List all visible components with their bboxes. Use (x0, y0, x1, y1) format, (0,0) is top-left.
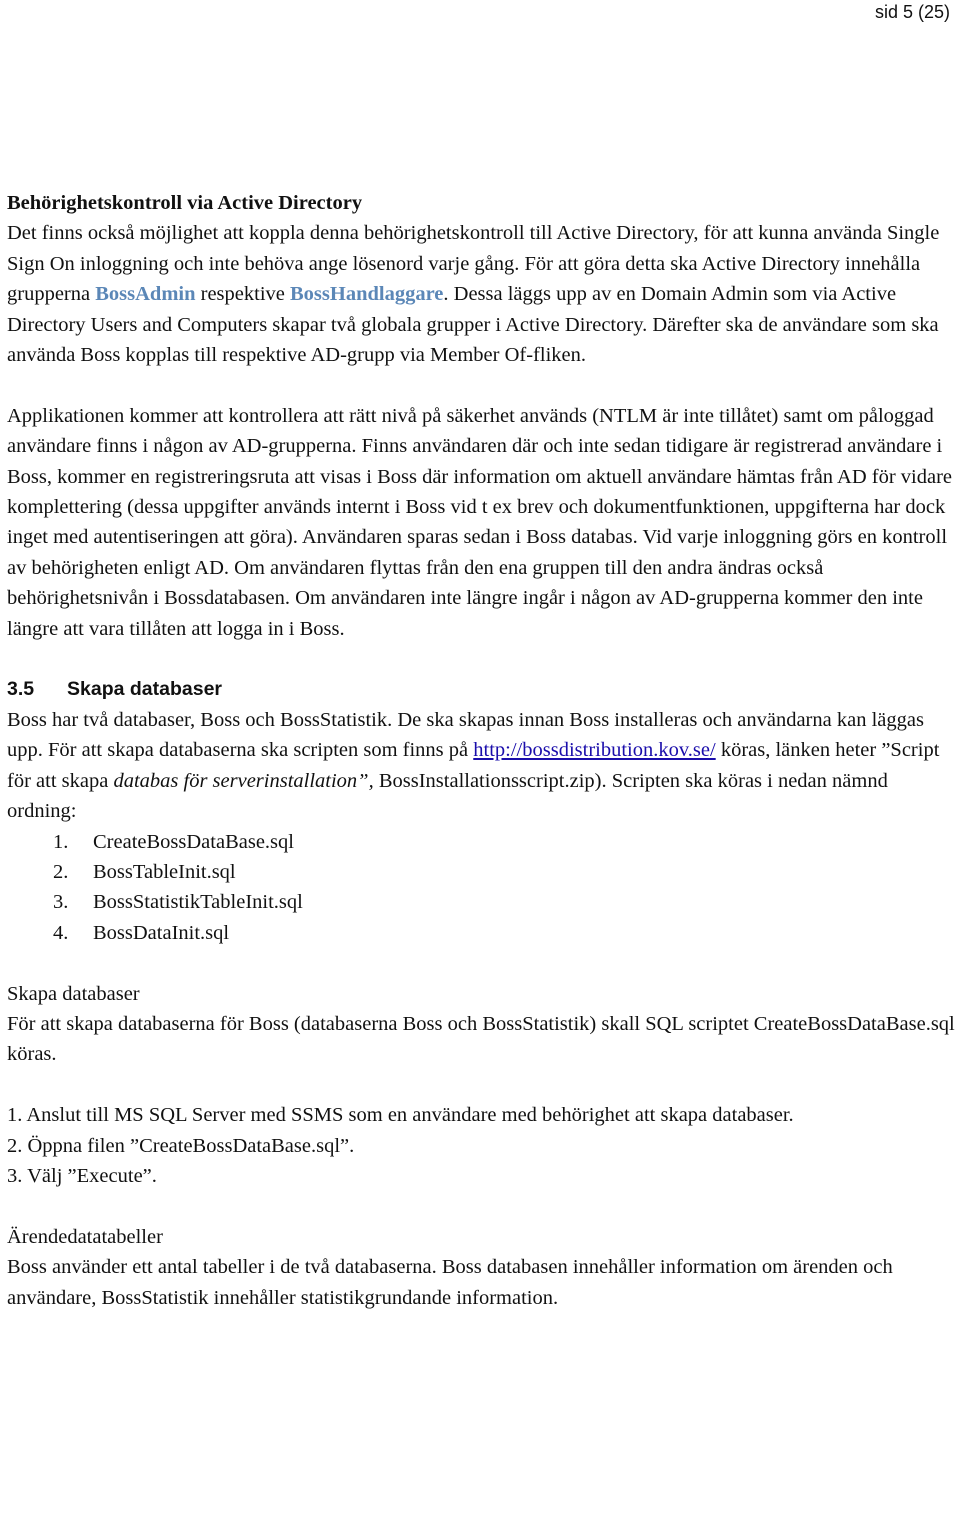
group-bosshandlaggare: BossHandlaggare (290, 283, 444, 306)
list-item: 3. BossStatistikTableInit.sql (53, 891, 303, 914)
list-item: 4. BossDataInit.sql (53, 921, 230, 944)
script-list (7, 827, 955, 949)
section-3-5 (7, 674, 955, 948)
ad-p1-text-c: . Dessa läggs upp av en Domain Admin som via Active Directory Users and Computers skapar två globala grupper i Active Directory. Därefter ska de användare som ska använda Boss kopplas till respektive AD-grupp via Member Of-fliken. (7, 283, 939, 367)
arendedatatabeller-section (7, 1222, 955, 1313)
ad-p1-text-a: Det finns också möjlighet att koppla denna behörighetskontroll till Active Directory, för att kunna använda Single Sign On inloggning och inte behöva ange lösenord varje gång. För att göra detta ska Active Directory innehålla grupperna (7, 222, 940, 306)
document-body (7, 188, 955, 1313)
section-heading (7, 674, 955, 704)
ad-section-heading: Behörighetskontroll via Active Directory (7, 192, 363, 214)
ad-p1-text-b: respektive (195, 283, 290, 306)
list-item-name: CreateBossDataBase.sql (93, 830, 294, 853)
step-item: 3. Välj ”Execute”. (7, 1164, 157, 1187)
arendedatatabeller-heading: Ärendedatatabeller (7, 1225, 163, 1248)
s35-text-c: BossInstallationsscript.zip). Scripten ska köras i nedan nämnd ordning: (7, 769, 888, 823)
step-item: 1. Anslut till MS SQL Server med SSMS som en användare med behörighet att skapa databaser. (7, 1104, 794, 1127)
list-item: 2. BossTableInit.sql (53, 860, 236, 883)
page-number: sid 5 (25) (874, 2, 950, 22)
section-3-5-paragraph (7, 705, 955, 827)
ad-section-paragraph-2: Applikationen kommer att kontrollera att rätt nivå på säkerhet används (NTLM är inte tillåtet) samt om påloggad användare finns i någon av AD-grupperna. Finns användaren där och inte sedan tidigare är registrerad användare i Boss, kommer en registreringsruta att visas i Boss där information om aktuell användare hämtas från AD för vidare komplettering (dessa uppgifter används internt i Boss vid t ex brev och dokumentfunktionen, uppgifterna har dock inget med autentiseringen att göra). Användaren sparas sedan i Boss databas. Vid varje inloggning görs en kontroll av behörigheten enligt AD. Om användaren flyttas från den ena gruppen till den andra ändras också behörighetsnivån i Bossdatabasen. Om användaren inte längre ingår i någon av AD-grupperna kommer den inte längre att vara tillåten att logga in i Boss. (7, 404, 953, 640)
list-item: 1. CreateBossDataBase.sql (53, 830, 294, 853)
steps-list (7, 1100, 955, 1191)
s35-text-b: köras, länken heter ”Script för att skapa (7, 739, 940, 792)
list-item-name: BossStatistikTableInit.sql (93, 891, 303, 914)
bossdistribution-link[interactable]: http://bossdistribution.kov.se/ (473, 739, 716, 762)
step-item: 2. Öppna filen ”CreateBossDataBase.sql”. (7, 1134, 355, 1157)
list-item-name: BossDataInit.sql (93, 921, 230, 944)
skapa-databaser-heading: Skapa databaser (7, 982, 140, 1005)
list-item-name: BossTableInit.sql (93, 860, 236, 883)
skapa-databaser-text: För att skapa databaserna för Boss (databaserna Boss och BossStatistik) skall SQL scriptet CreateBossDataBase.sql köras. (7, 1012, 955, 1066)
s35-text-a: Boss har två databaser, Boss och BossStatistik. De ska skapas innan Boss installeras och användarna kan läggas upp. För att skapa databaserna ska scripten som finns på (7, 708, 924, 762)
group-bossadmin: BossAdmin (95, 283, 196, 306)
s35-italic-text: databas för serverinstallation”, (113, 769, 374, 792)
skapa-databaser-section (7, 979, 955, 1070)
ad-section (7, 188, 955, 370)
section-number: 3.5 (7, 678, 35, 701)
ad-section-paragraph-1 (7, 218, 955, 370)
arendedatatabeller-text: Boss använder ett antal tabeller i de två databaserna. Boss databasen innehåller information om ärenden och användare, BossStatistik innehåller statistikgrundande information. (7, 1256, 893, 1309)
section-title: Skapa databaser (67, 678, 223, 701)
